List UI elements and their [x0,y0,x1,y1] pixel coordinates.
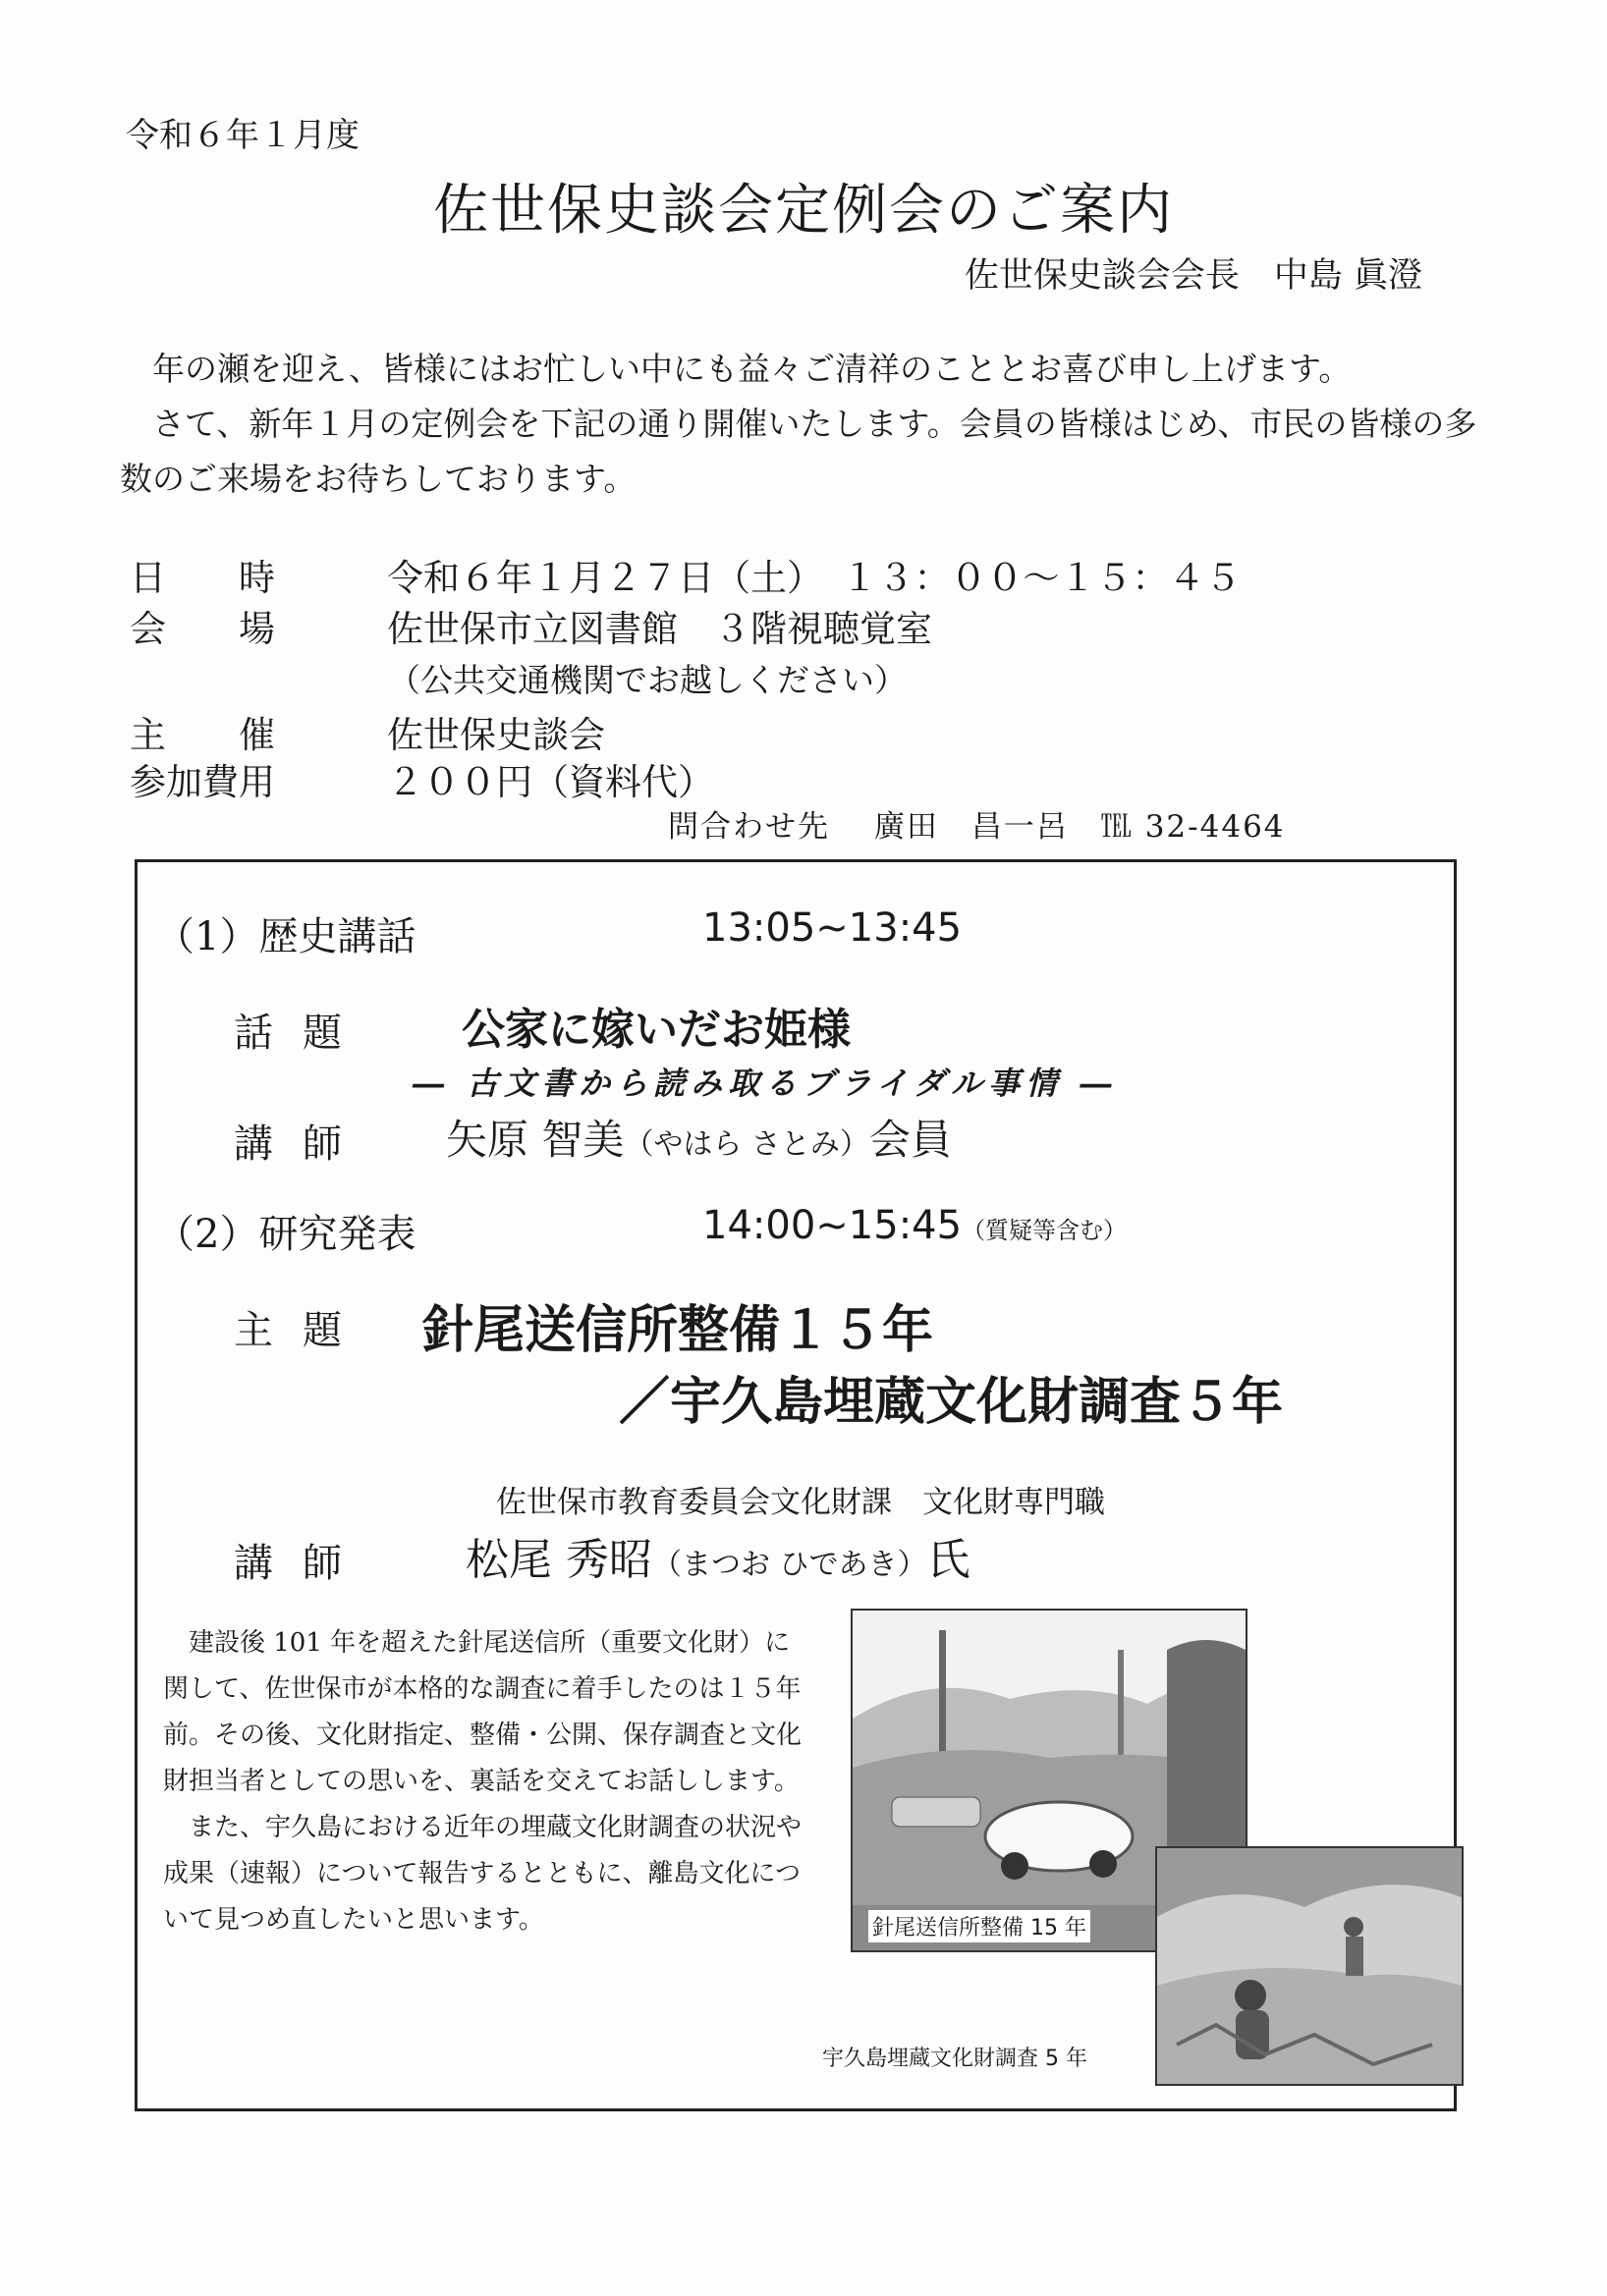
section1-lecturer-label: 講師 [234,1121,371,1167]
photo2-caption: 宇久島埋蔵文化財調査 5 年 [822,2047,1087,2071]
details-fee-label: 参加費用 [130,761,275,803]
greeting-text [120,342,1495,507]
section1-lecturer [446,1108,952,1167]
details-venue-value: 佐世保市立図書館 ３階視聴覚室 [387,608,932,650]
section1-lecturer-reading: （やはら さとみ） [624,1127,869,1162]
description-paragraph: また、宇久島における近年の埋蔵文化財調査の状況や成果（速報）について報告するとともに、離島文化について見つめ直したいと思います。 [163,1813,803,1935]
section2-lecturer-reading: （まつお ひであき） [652,1548,927,1582]
section2-description [163,1620,811,1943]
photo1-caption: 針尾送信所整備 15 年 [868,1910,1090,1942]
details-organizer-label: 主 催 [130,714,275,756]
section2-theme-label: 主題 [234,1308,371,1353]
section2-lecturer [466,1524,970,1587]
section1-topic-label: 話題 [234,1011,371,1056]
photo-ukujima-excavation [1155,1846,1464,2086]
greeting-paragraph: さて、新年１月の定例会を下記の通り開催いたします。会員の皆様はじめ、市民の皆様の多数のご来場をお待ちしております。 [120,405,1477,498]
fiscal-month-label: 令和６年１月度 [126,116,360,155]
section2-lecturer-suffix: 氏 [926,1535,970,1585]
details-organizer-value: 佐世保史談会 [387,714,605,756]
section2-affiliation: 佐世保市教育委員会文化財課 文化財専門職 [496,1485,1105,1520]
page-title: 佐世保史談会定例会のご案内 [433,179,1174,243]
section2-time: 14:00~15:45 [702,1203,963,1248]
section2-time-note: （質疑等含む） [962,1217,1128,1244]
section2-lecturer-name: 松尾 秀昭 [466,1535,652,1585]
sender-name: 佐世保史談会会長 中島 眞澄 [964,256,1422,296]
details-date-value: 令和６年１月２７日（土） １３：００～１５：４５ [387,557,1242,599]
section2-time-row [702,1203,1127,1248]
section2-title: （2）研究発表 [155,1212,416,1257]
section1-lecturer-name: 矢原 智美 [446,1116,625,1164]
contact-info: 問合わせ先 廣田 昌一呂 ℡ 32-4464 [668,809,1286,845]
section1-lecturer-suffix: 会員 [868,1116,952,1164]
details-fee-value: ２００円（資料代） [387,761,714,803]
section1-subtopic: ― 古文書から読み取るブライダル事情 ― [413,1065,1118,1102]
section1-topic: 公家に嫁いだお姫様 [462,1005,851,1055]
details-venue-label: 会 場 [130,608,275,650]
section1-time: 13:05~13:45 [702,905,963,951]
section2-lecturer-label: 講師 [234,1541,371,1586]
section2-theme-line1: 針尾送信所整備１５年 [422,1300,934,1360]
section1-title: （1）歴史講話 [155,914,416,959]
section2-theme-line2: ／宇久島埋蔵文化財調査５年 [619,1372,1284,1432]
details-venue-note: （公共交通機関でお越しください） [388,661,907,699]
greeting-paragraph: 年の瀬を迎え、皆様にはお忙しい中にも益々ご清祥のこととお喜び申し上げます。 [152,350,1352,388]
details-date-label: 日 時 [130,557,275,599]
description-paragraph: 建設後 101 年を超えた針尾送信所（重要文化財）に関して、佐世保市が本格的な調査に着手したのは１５年前。その後、文化財指定、整備・公開、保存調査と文化財担当者としての思いを、裏話を交えてお話しします。 [163,1628,803,1796]
